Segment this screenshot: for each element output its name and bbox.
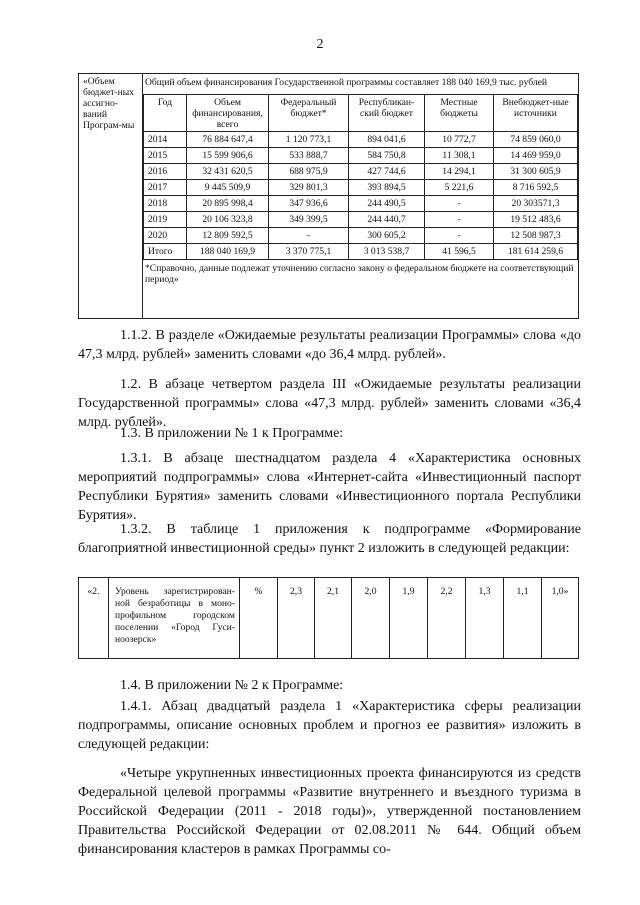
col-header: Год bbox=[144, 95, 187, 132]
cell: 5 221,6 bbox=[425, 180, 494, 196]
paragraph: 1.4.1. Абзац двадцатый раздела 1 «Характеристика сферы реализации подпрограммы, описание основных проблем и прогноз ее развития» изложить в следующей редакции: bbox=[78, 699, 581, 752]
cell: 2,2 bbox=[428, 578, 466, 659]
paragraph: 1.3. В приложении № 1 к Программе: bbox=[120, 426, 344, 441]
cell: 20 895 998,4 bbox=[187, 196, 269, 212]
col-header: Федеральный бюджет* bbox=[269, 95, 349, 132]
cell: 15 599 906,6 bbox=[187, 148, 269, 164]
cell: 1 120 773,1 bbox=[269, 132, 349, 148]
cell: 188 040 169,9 bbox=[187, 244, 269, 260]
cell: 10 772,7 bbox=[425, 132, 494, 148]
cell: 1,9 bbox=[390, 578, 428, 659]
table-row bbox=[144, 196, 578, 212]
cell: 74 859 060,0 bbox=[494, 132, 578, 148]
cell: 2,3 bbox=[278, 578, 315, 659]
table-row bbox=[144, 180, 578, 196]
cell: 2015 bbox=[144, 148, 187, 164]
cell: 41 596,5 bbox=[425, 244, 494, 260]
indicator-name: Уровень зарегистрирован-ной безработицы в моно-профильном городском поселении «Город Гуси-ноозерск» bbox=[109, 578, 240, 659]
table-row bbox=[144, 148, 578, 164]
cell: 12 809 592,5 bbox=[187, 228, 269, 244]
cell: 244 440,7 bbox=[349, 212, 425, 228]
cell: 244 490,5 bbox=[349, 196, 425, 212]
cell: 584 750,8 bbox=[349, 148, 425, 164]
table-row bbox=[79, 578, 579, 659]
cell: 12 508 987,3 bbox=[494, 228, 578, 244]
cell: 31 300 605,9 bbox=[494, 164, 578, 180]
cell: 1,1 bbox=[504, 578, 542, 659]
col-header: Внебюджет-ные источники bbox=[494, 95, 578, 132]
finance-table bbox=[78, 73, 579, 319]
cell: 2016 bbox=[144, 164, 187, 180]
cell: - bbox=[425, 196, 494, 212]
finance-intro: Общий объем финансирования Государственной программы составляет 188 040 169,9 тыс. рублей bbox=[145, 77, 548, 88]
col-header: Объем финансирования, всего bbox=[187, 95, 269, 132]
cell: 2,0 bbox=[352, 578, 390, 659]
cell: 20 303571,3 bbox=[494, 196, 578, 212]
cell: 1,3 bbox=[466, 578, 504, 659]
cell: 894 041,6 bbox=[349, 132, 425, 148]
cell: «2. bbox=[79, 578, 109, 659]
cell: 533 888,7 bbox=[269, 148, 349, 164]
cell: 3 013 538,7 bbox=[349, 244, 425, 260]
cell: - bbox=[269, 228, 349, 244]
cell: 11 308,1 bbox=[425, 148, 494, 164]
table-row-total bbox=[144, 244, 578, 260]
cell: - bbox=[425, 228, 494, 244]
table-row bbox=[144, 164, 578, 180]
paragraph: 1.2. В абзаце четвертом раздела III «Ожидаемые результаты реализации Государственной программы» слова «47,3 млрд. рублей» заменить словами «36,4 млрд. рублей». bbox=[78, 377, 581, 430]
cell: 181 614 259,6 bbox=[494, 244, 578, 260]
cell: 3 370 775,1 bbox=[269, 244, 349, 260]
cell: 2014 bbox=[144, 132, 187, 148]
cell: 32 431 620,5 bbox=[187, 164, 269, 180]
table-row bbox=[144, 212, 578, 228]
cell: 14 469 959,0 bbox=[494, 148, 578, 164]
paragraph: 1.4. В приложении № 2 к Программе: bbox=[120, 678, 344, 693]
paragraph: 1.1.2. В разделе «Ожидаемые результаты реализации Программы» слова «до 47,3 млрд. рублей» заменить словами «до 36,4 млрд. рублей». bbox=[78, 328, 581, 362]
cell: % bbox=[240, 578, 278, 659]
finance-row-label: «Объем бюджет-ных ассигно-ваний Програм-мы bbox=[79, 74, 143, 319]
paragraph: «Четыре укрупненных инвестиционных проекта финансируются из средств Федеральной целевой программы «Развитие внутреннего и въездного туризма в Российской Федерации (2011 - 2018 годы)», утвержденной постановлением Правительства Российской Федерации от 02.08.2011 № 644. Общий объем финансирования кластеров в рамках Программы со- bbox=[78, 766, 581, 857]
cell: 8 716 592,5 bbox=[494, 180, 578, 196]
cell: 349 399,5 bbox=[269, 212, 349, 228]
table-row bbox=[144, 132, 578, 148]
cell: 688 975,9 bbox=[269, 164, 349, 180]
cell: 300 605,2 bbox=[349, 228, 425, 244]
finance-note: *Справочно, данные подлежат уточнению согласно закону о федеральном бюджете на соответствующий период» bbox=[145, 263, 574, 285]
cell: 19 512 483,6 bbox=[494, 212, 578, 228]
paragraph: 1.3.1. В абзаце шестнадцатом раздела 4 «Характеристика основных мероприятий подпрограммы» слова «Интернет-сайта «Инвестиционный паспорт Республики Бурятия» заменить словами «Инвестиционного портала Республики Бурятия». bbox=[78, 451, 581, 523]
table-row bbox=[144, 228, 578, 244]
cell: - bbox=[425, 212, 494, 228]
cell: 329 801,3 bbox=[269, 180, 349, 196]
col-header: Местные бюджеты bbox=[425, 95, 494, 132]
cell: 2019 bbox=[144, 212, 187, 228]
cell: 427 744,6 bbox=[349, 164, 425, 180]
cell: 2018 bbox=[144, 196, 187, 212]
page-number: 2 bbox=[316, 37, 324, 52]
cell: 393 894,5 bbox=[349, 180, 425, 196]
cell: 20 106 323,8 bbox=[187, 212, 269, 228]
cell: 14 294,1 bbox=[425, 164, 494, 180]
col-header: Республикан-ский бюджет bbox=[349, 95, 425, 132]
indicator-table bbox=[78, 577, 579, 659]
cell: 76 884 647,4 bbox=[187, 132, 269, 148]
finance-inner-table bbox=[143, 94, 578, 260]
cell: 9 445 509,9 bbox=[187, 180, 269, 196]
cell: 347 936,6 bbox=[269, 196, 349, 212]
cell: 2017 bbox=[144, 180, 187, 196]
cell: 2020 bbox=[144, 228, 187, 244]
cell: 1,0» bbox=[542, 578, 579, 659]
cell: Итого bbox=[144, 244, 187, 260]
paragraph: 1.3.2. В таблице 1 приложения к подпрограмме «Формирование благоприятной инвестиционной среды» пункт 2 изложить в следующей редакции: bbox=[78, 522, 581, 556]
cell: 2,1 bbox=[315, 578, 352, 659]
